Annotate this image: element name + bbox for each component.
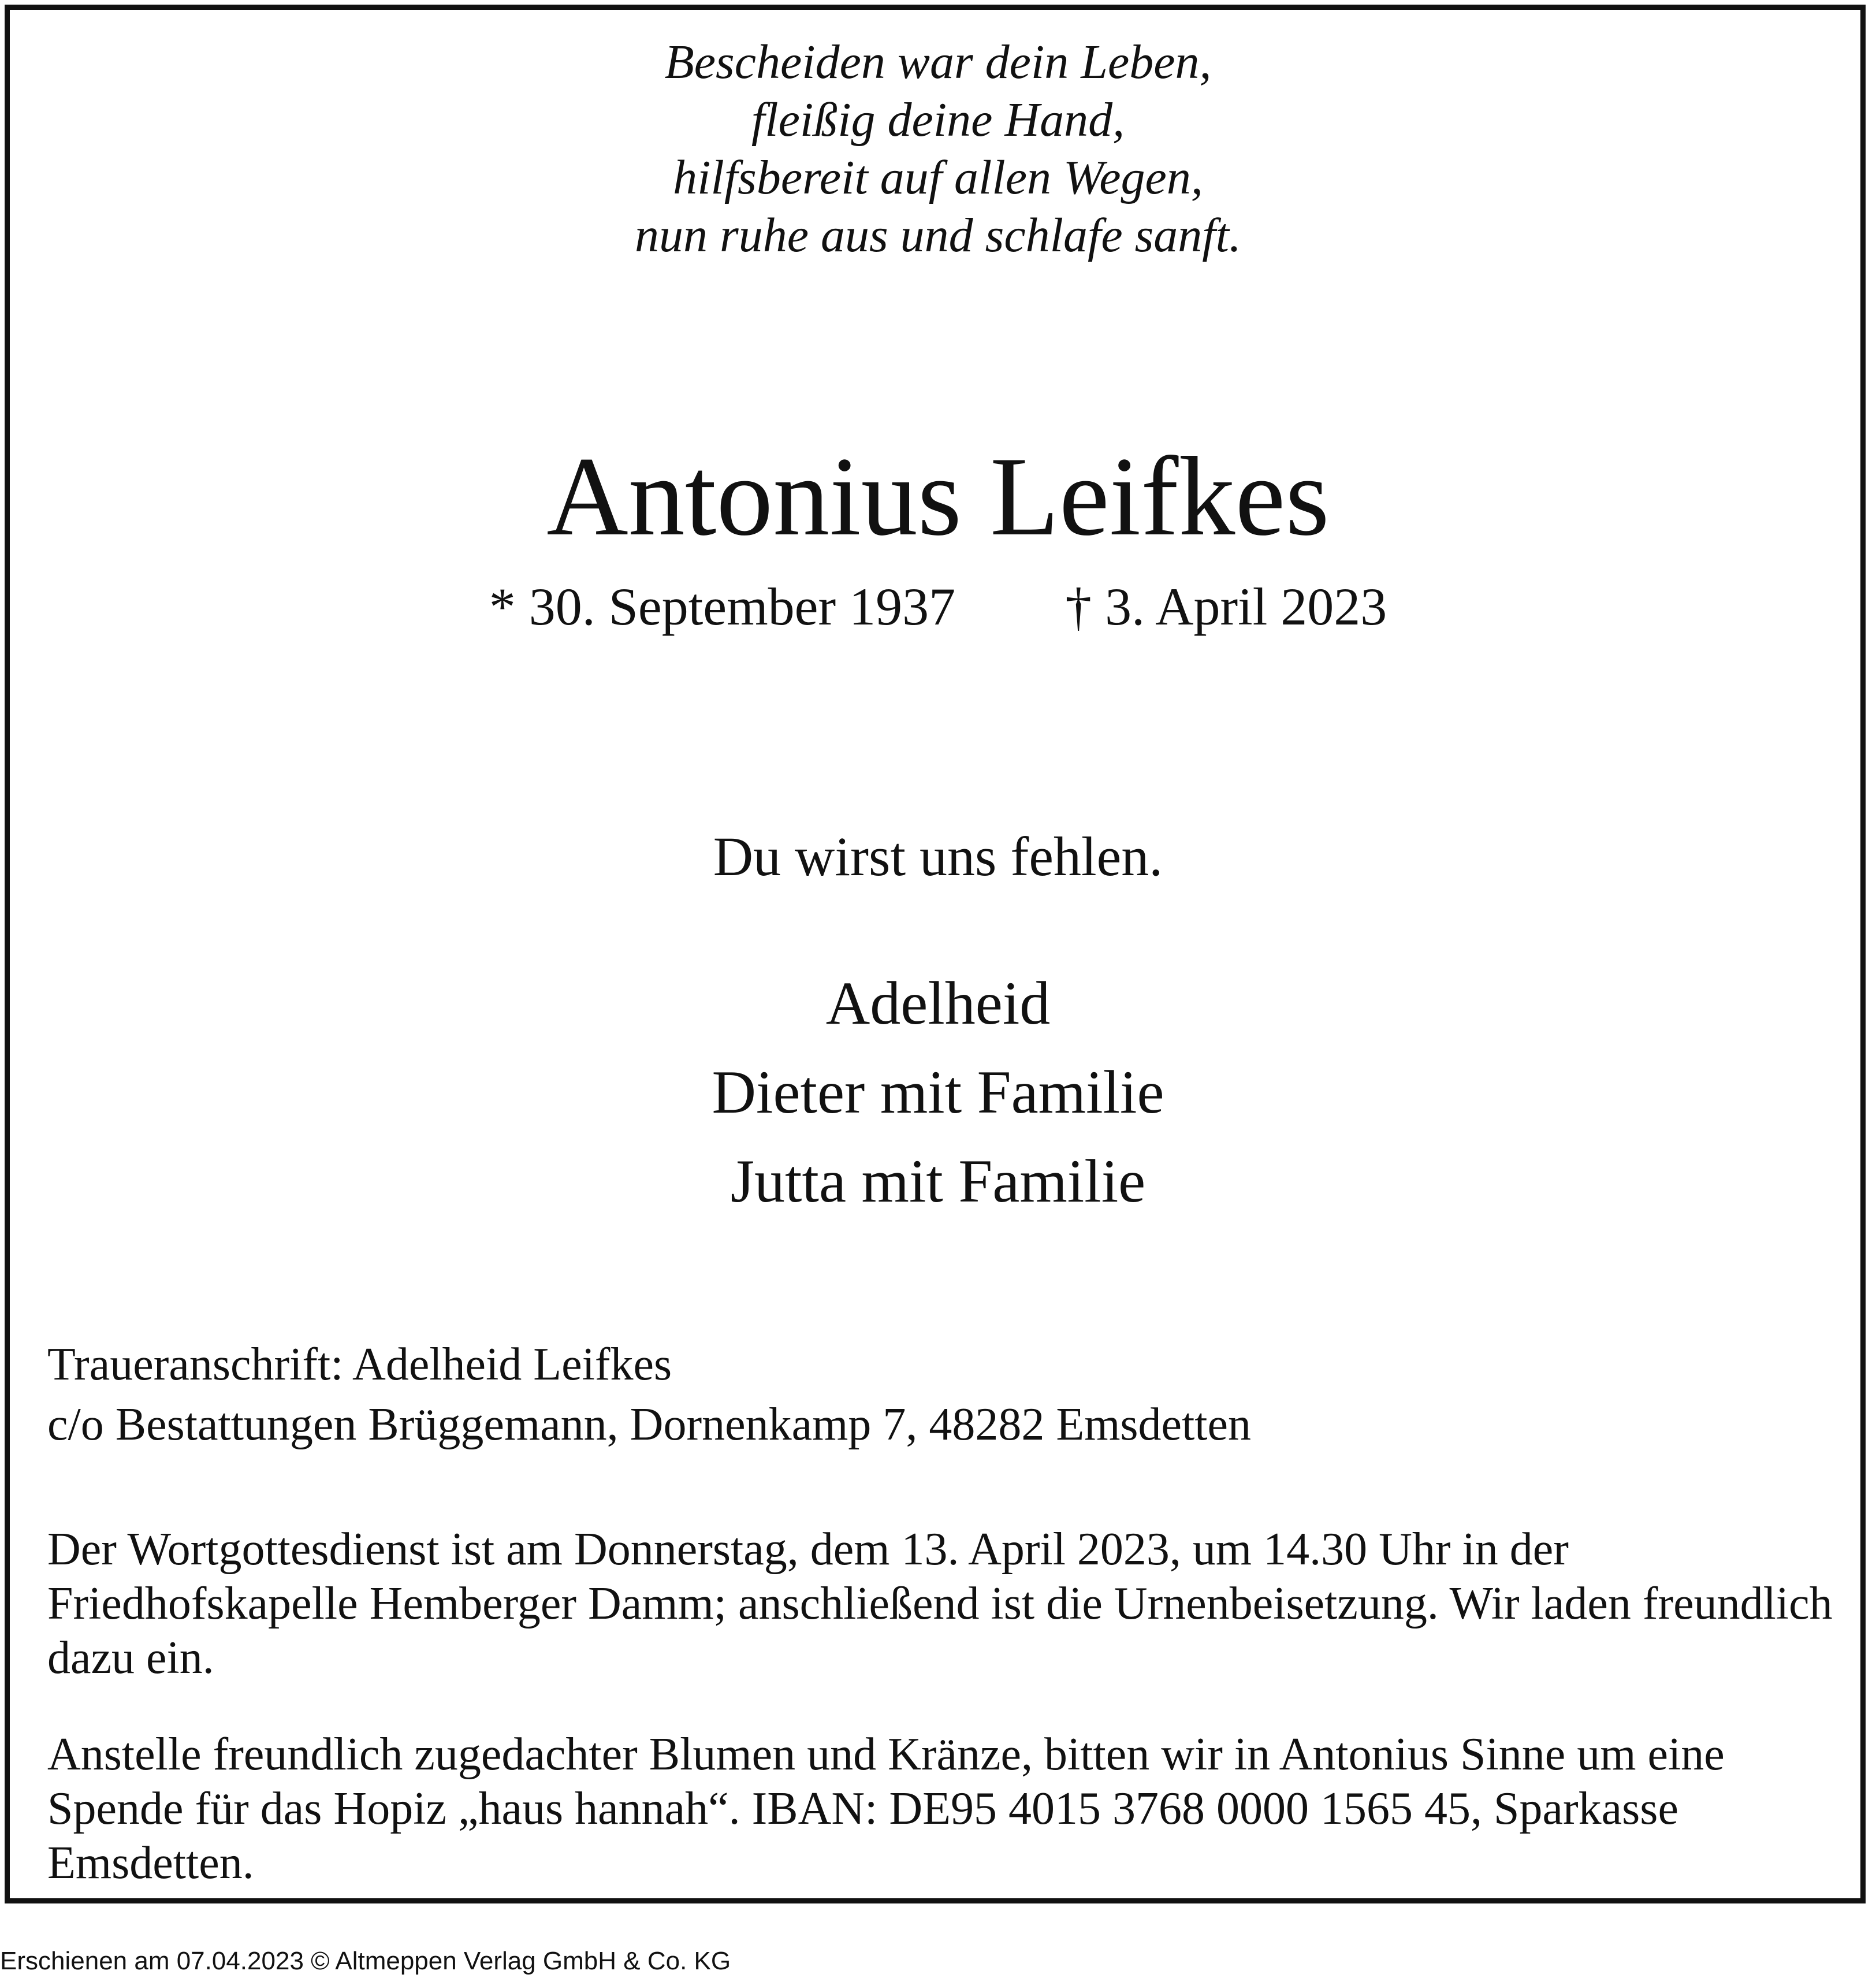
- life-dates: [0, 575, 1876, 638]
- donation-paragraph: Anstelle freundlich zugedachter Blumen und Kränze, bitten wir in Antonius Sinne um eine Spende für das Hopiz „haus hannah“. IBAN: DE95 4015 3768 0000 1565 45, Sparkasse Emsdetten.: [47, 1729, 1725, 1888]
- address-line: Traueranschrift: Adelheid Leifkes: [47, 1339, 672, 1390]
- address-line: c/o Bestattungen Brüggemann, Dornenkamp 7, 48282 Emsdetten: [47, 1399, 1252, 1450]
- poem-line: fleißig deine Hand,: [751, 93, 1125, 147]
- mourner-name: Jutta mit Familie: [730, 1147, 1146, 1215]
- poem-line: nun ruhe aus und schlafe sanft.: [635, 209, 1241, 262]
- publication-footer: Erschienen am 07.04.2023 © Altmeppen Verlag GmbH & Co. KG: [0, 1947, 731, 1975]
- mourner-name: Dieter mit Familie: [712, 1058, 1164, 1126]
- farewell-line: Du wirst uns fehlen.: [713, 826, 1163, 887]
- mourners-list: [0, 959, 1876, 1226]
- poem-line: hilfsbereit auf allen Wegen,: [673, 151, 1203, 205]
- memorial-poem: [0, 34, 1876, 265]
- birth-date: * 30. September 1937: [489, 577, 956, 636]
- mourning-address: [47, 1334, 1844, 1455]
- mourner-name: Adelheid: [825, 969, 1051, 1037]
- death-date: † 3. April 2023: [1065, 577, 1387, 636]
- poem-line: Bescheiden war dein Leben,: [664, 35, 1212, 89]
- deceased-name: Antonius Leifkes: [546, 434, 1330, 559]
- service-paragraph: Der Wortgottesdienst ist am Donnerstag, dem 13. April 2023, um 14.30 Uhr in der Friedhofskapelle Hemberger Damm; anschließend ist die Urnenbeisetzung. Wir laden freundlich dazu ein.: [47, 1524, 1833, 1683]
